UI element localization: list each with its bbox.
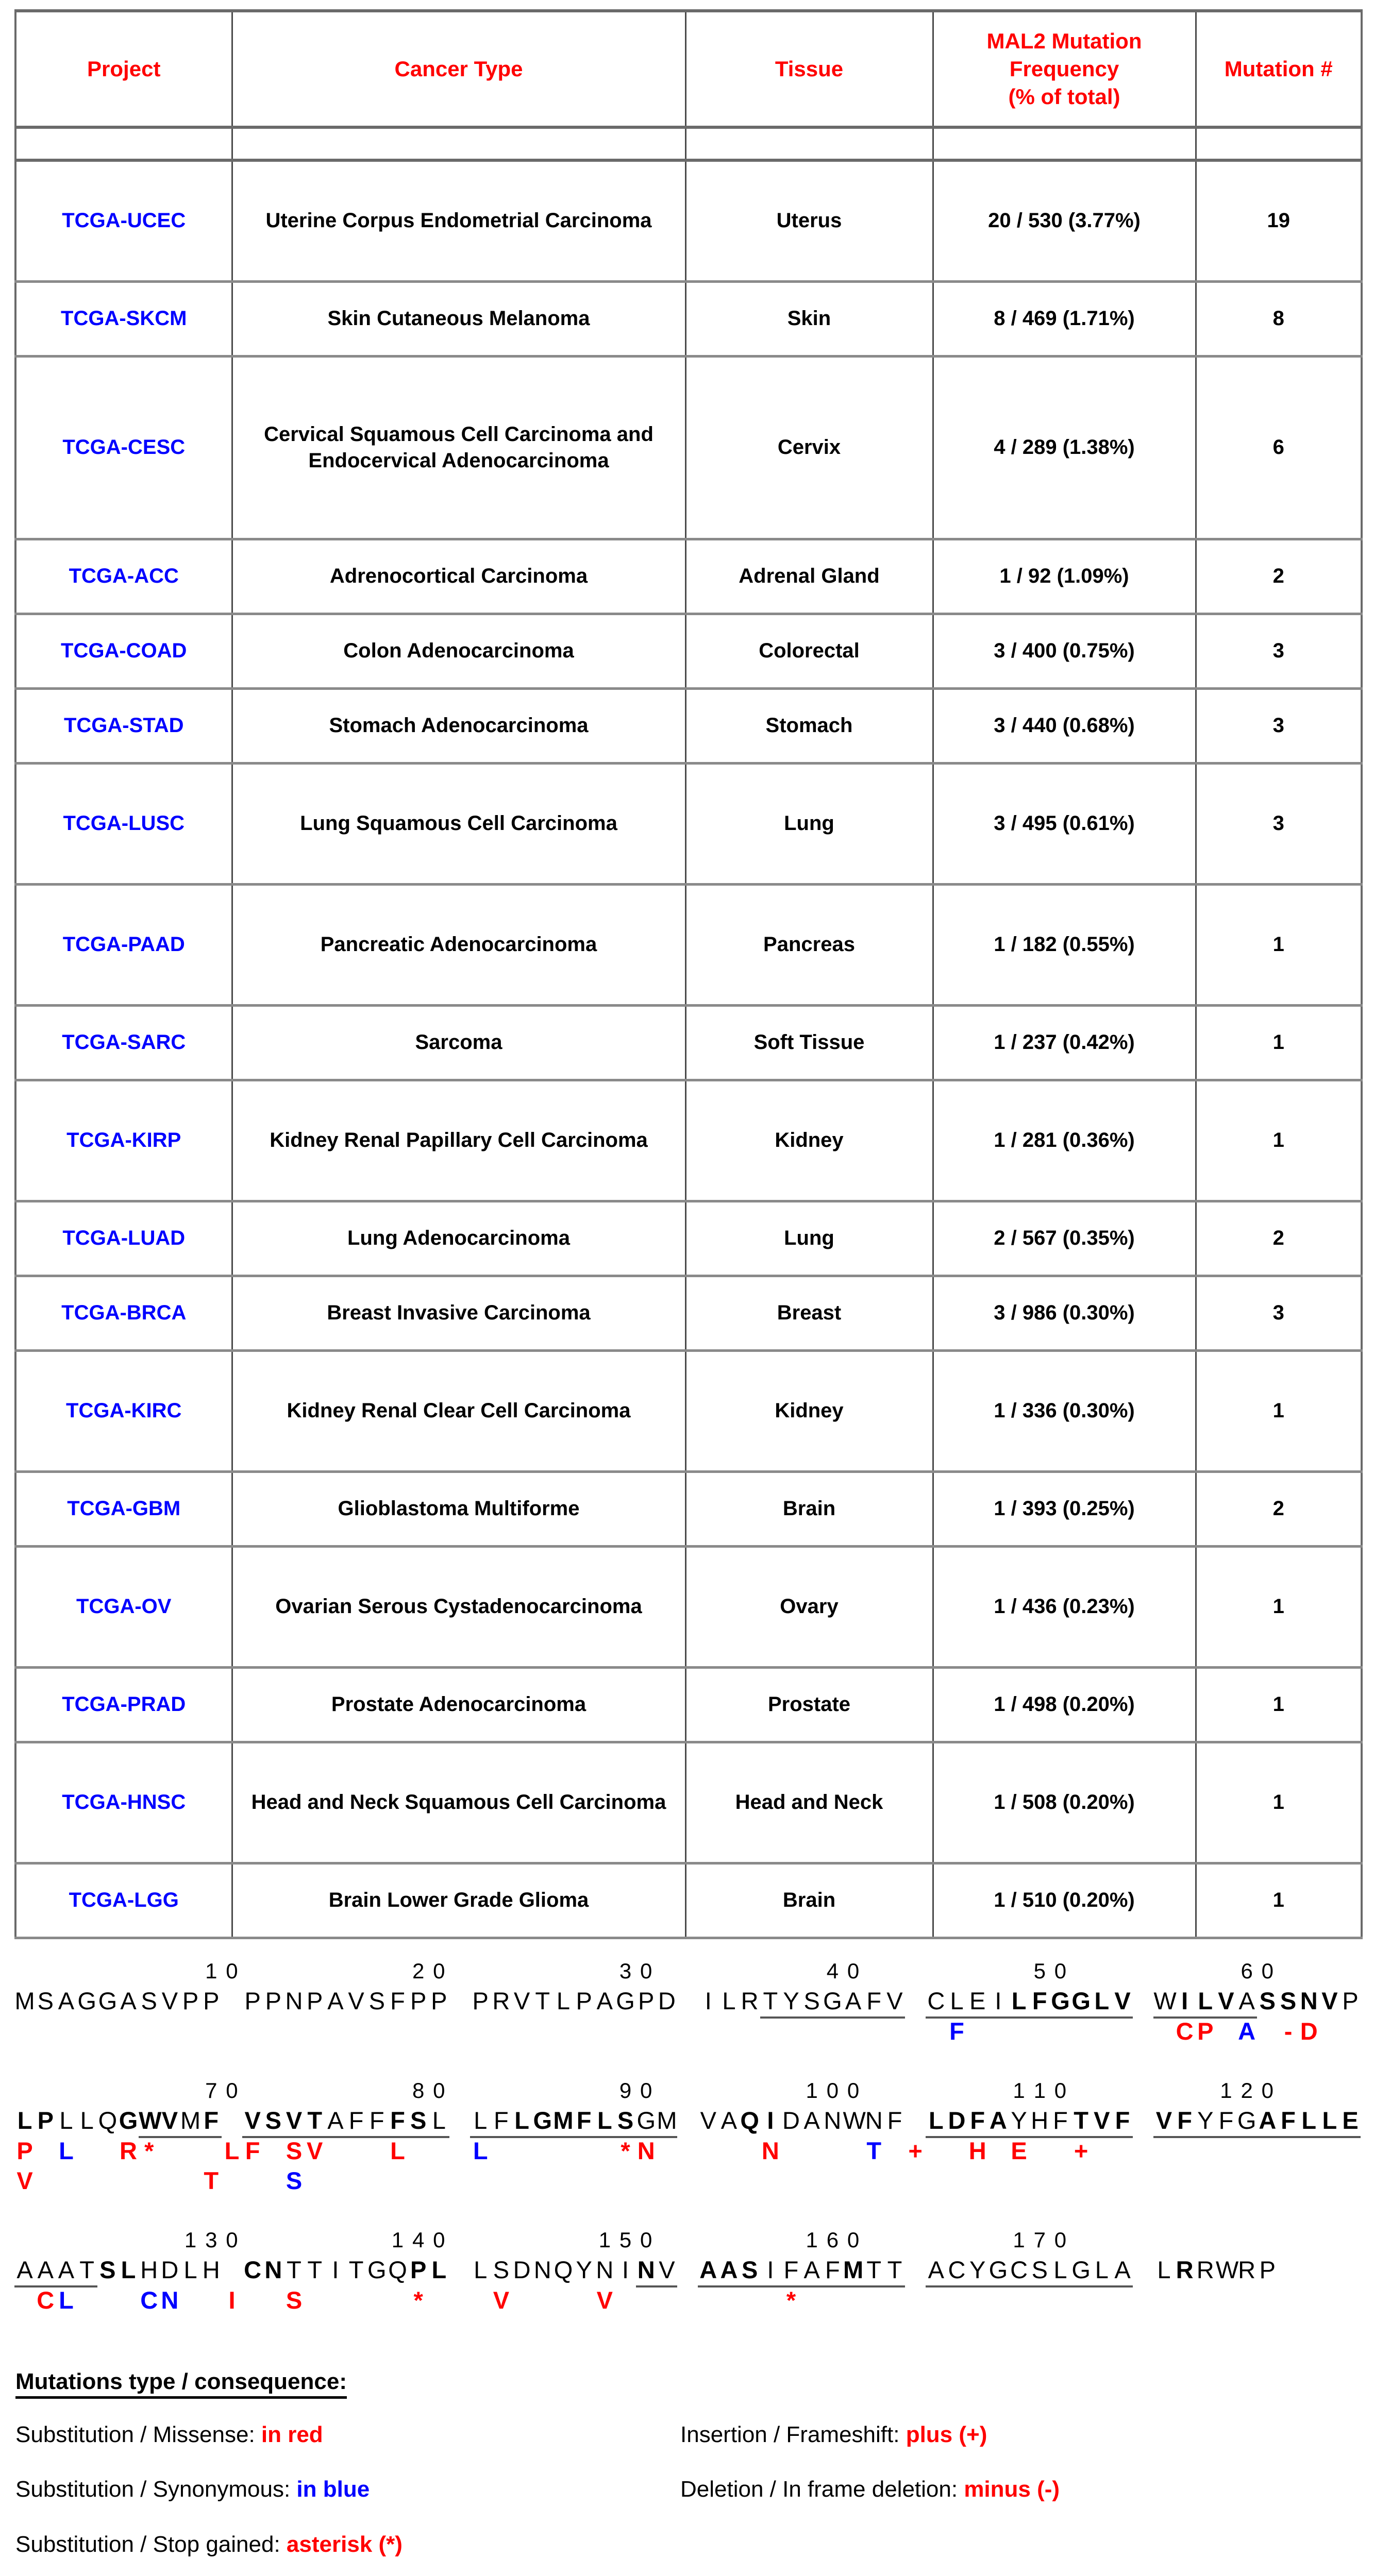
- spacer-cell: [685, 127, 933, 160]
- cell-mutation-count: 1: [1196, 1668, 1362, 1742]
- sequence-ruler: 1 0 2 0 3 0 4 0 5 0 6 0: [205, 1959, 1274, 1983]
- table-row: [15, 1201, 1362, 1276]
- sequence-residues: L P L L QGWV M F V S V T A F F F S L L F L GM F L S GM V A Q I D A NWN F L D F A Y H F T V F V F Y F G A F L L E: [14, 2105, 1374, 2136]
- cell-frequency: 20 / 530 (3.77%): [933, 160, 1196, 282]
- column-header-cancer-type: [232, 11, 685, 127]
- cell-frequency: 3 / 400 (0.75%): [933, 614, 1196, 689]
- cell-mutation-count: 1: [1196, 1863, 1362, 1938]
- cell-frequency: 3 / 440 (0.68%): [933, 689, 1196, 764]
- cell-cancer-type: Kidney Renal Clear Cell Carcinoma: [232, 1351, 685, 1472]
- mutation-annotation-row: V T S: [16, 2167, 303, 2194]
- column-header-tissue-label: Tissue: [775, 57, 844, 81]
- cell-cancer-type: Lung Squamous Cell Carcinoma: [232, 764, 685, 885]
- cell-tissue: Uterus: [685, 160, 933, 282]
- cell-tissue: Lung: [685, 764, 933, 885]
- legend-grid: [15, 2422, 1374, 2576]
- cell-tissue: Brain: [685, 1863, 933, 1938]
- table-row: [15, 1742, 1362, 1863]
- sequence-ruler: 1 3 0 1 4 0 1 5 0 1 6 0 1 7 0: [184, 2228, 1067, 2252]
- cell-frequency: 1 / 92 (1.09%): [933, 539, 1196, 614]
- table-row: [15, 1668, 1362, 1742]
- table-row: [15, 614, 1362, 689]
- cell-cancer-type: Uterine Corpus Endometrial Carcinoma: [232, 160, 685, 282]
- cell-cancer-type: Stomach Adenocarcinoma: [232, 689, 685, 764]
- column-header-project: [15, 11, 232, 127]
- cell-frequency: 3 / 495 (0.61%): [933, 764, 1196, 885]
- cell-frequency: 1 / 393 (0.25%): [933, 1472, 1196, 1547]
- sequence-block-gap: [14, 2202, 1374, 2226]
- cell-frequency: 1 / 508 (0.20%): [933, 1742, 1196, 1863]
- mal2-mutation-table: [14, 9, 1363, 1939]
- cell-frequency: 1 / 237 (0.42%): [933, 1006, 1196, 1080]
- sequence-block: [14, 2226, 1374, 2315]
- cell-project: TCGA-KIRC: [15, 1351, 232, 1472]
- legend-item-label: Substitution / Synonymous:: [15, 2477, 297, 2502]
- cell-frequency: 8 / 469 (1.71%): [933, 282, 1196, 357]
- legend-column-right: [680, 2422, 1060, 2576]
- cell-tissue: Stomach: [685, 689, 933, 764]
- spacer-cell: [15, 127, 232, 160]
- cell-project: TCGA-ACC: [15, 539, 232, 614]
- mutation-annotation-row: F C P A - D: [949, 2018, 1318, 2045]
- spacer-cell: [232, 127, 685, 160]
- column-header-mutation-count: [1196, 11, 1362, 127]
- column-header-cancer-type-label: Cancer Type: [394, 57, 523, 81]
- sequence-block-gap: [14, 2321, 1374, 2345]
- cell-cancer-type: Sarcoma: [232, 1006, 685, 1080]
- cell-mutation-count: 3: [1196, 689, 1362, 764]
- sequence-ruler: 7 0 8 0 9 0 1 0 0 1 1 0 1 2 0: [205, 2078, 1274, 2103]
- legend-title: Mutations type / consequence:: [15, 2369, 347, 2399]
- column-header-mutation-count-label: Mutation #: [1224, 57, 1333, 81]
- legend-item-value: asterisk (*): [286, 2531, 403, 2557]
- table-header: [15, 11, 1362, 127]
- cell-cancer-type: Adrenocortical Carcinoma: [232, 539, 685, 614]
- cell-project: TCGA-HNSC: [15, 1742, 232, 1863]
- table-spacer-row: [15, 127, 1362, 160]
- cell-frequency: 3 / 986 (0.30%): [933, 1276, 1196, 1351]
- table-body: [15, 127, 1362, 1938]
- cell-cancer-type: Kidney Renal Papillary Cell Carcinoma: [232, 1080, 685, 1201]
- cell-project: TCGA-PRAD: [15, 1668, 232, 1742]
- cell-tissue: Skin: [685, 282, 933, 357]
- cell-tissue: Pancreas: [685, 885, 933, 1006]
- cell-mutation-count: 1: [1196, 885, 1362, 1006]
- cell-tissue: Adrenal Gland: [685, 539, 933, 614]
- legend-item-label: Deletion / In frame deletion:: [680, 2477, 964, 2502]
- cell-project: TCGA-SKCM: [15, 282, 232, 357]
- cell-mutation-count: 1: [1196, 1006, 1362, 1080]
- cell-frequency: 2 / 567 (0.35%): [933, 1201, 1196, 1276]
- table-row: [15, 1472, 1362, 1547]
- cell-mutation-count: 2: [1196, 1201, 1362, 1276]
- cell-mutation-count: 3: [1196, 764, 1362, 885]
- column-header-frequency: [933, 11, 1196, 127]
- cell-mutation-count: 1: [1196, 1742, 1362, 1863]
- cell-cancer-type: Prostate Adenocarcinoma: [232, 1668, 685, 1742]
- cell-frequency: 1 / 336 (0.30%): [933, 1351, 1196, 1472]
- cell-tissue: Colorectal: [685, 614, 933, 689]
- cell-mutation-count: 19: [1196, 160, 1362, 282]
- cell-mutation-count: 3: [1196, 614, 1362, 689]
- cell-frequency: 1 / 182 (0.55%): [933, 885, 1196, 1006]
- table-row: [15, 539, 1362, 614]
- cell-cancer-type: Pancreatic Adenocarcinoma: [232, 885, 685, 1006]
- column-header-frequency-label: MAL2 Mutation Frequency (% of total): [986, 29, 1142, 109]
- cell-tissue: Kidney: [685, 1351, 933, 1472]
- legend-item: [15, 2532, 680, 2557]
- cell-project: TCGA-KIRP: [15, 1080, 232, 1201]
- cell-mutation-count: 1: [1196, 1080, 1362, 1201]
- legend-item: [15, 2477, 680, 2502]
- cell-cancer-type: Colon Adenocarcinoma: [232, 614, 685, 689]
- legend-item-value: plus (+): [906, 2422, 987, 2447]
- table-row: [15, 689, 1362, 764]
- cell-cancer-type: Brain Lower Grade Glioma: [232, 1863, 685, 1938]
- cell-project: TCGA-LUSC: [15, 764, 232, 885]
- legend-column-left: [15, 2422, 680, 2576]
- legend-item: [680, 2477, 1060, 2502]
- table-header-row: [15, 11, 1362, 127]
- cell-tissue: Soft Tissue: [685, 1006, 933, 1080]
- protein-sequence-area: [0, 1939, 1374, 2345]
- table-row: [15, 1863, 1362, 1938]
- cell-project: TCGA-BRCA: [15, 1276, 232, 1351]
- legend-item-label: Insertion / Frameshift:: [680, 2422, 906, 2447]
- cell-tissue: Prostate: [685, 1668, 933, 1742]
- cell-tissue: Ovary: [685, 1547, 933, 1668]
- table-row: [15, 1080, 1362, 1201]
- table-row: [15, 1006, 1362, 1080]
- cell-mutation-count: 8: [1196, 282, 1362, 357]
- cell-frequency: 1 / 436 (0.23%): [933, 1547, 1196, 1668]
- legend: [0, 2345, 1374, 2576]
- cell-mutation-count: 1: [1196, 1547, 1362, 1668]
- legend-item-value: in blue: [296, 2477, 370, 2502]
- cell-tissue: Brain: [685, 1472, 933, 1547]
- cell-project: TCGA-OV: [15, 1547, 232, 1668]
- table-row: [15, 885, 1362, 1006]
- cell-cancer-type: Cervical Squamous Cell Carcinoma and Endocervical Adenocarcinoma: [232, 357, 685, 539]
- cell-project: TCGA-SARC: [15, 1006, 232, 1080]
- cell-project: TCGA-LGG: [15, 1863, 232, 1938]
- cell-mutation-count: 2: [1196, 539, 1362, 614]
- sequence-block: [14, 1957, 1374, 2046]
- cell-mutation-count: 6: [1196, 357, 1362, 539]
- sequence-residues: M S A GG A S V P P P P N P A V S F P P P R V T L P A G P D I L R T Y S G A F V C L E I L F GG L V W I L V A S S N V P: [14, 1986, 1374, 2016]
- cell-cancer-type: Head and Neck Squamous Cell Carcinoma: [232, 1742, 685, 1863]
- legend-item-label: Substitution / Missense:: [15, 2422, 261, 2447]
- column-header-project-label: Project: [87, 57, 161, 81]
- cell-mutation-count: 3: [1196, 1276, 1362, 1351]
- legend-item-value: in red: [261, 2422, 323, 2447]
- cell-tissue: Breast: [685, 1276, 933, 1351]
- cell-cancer-type: Ovarian Serous Cystadenocarcinoma: [232, 1547, 685, 1668]
- cell-project: TCGA-LUAD: [15, 1201, 232, 1276]
- column-header-tissue: [685, 11, 933, 127]
- spacer-cell: [933, 127, 1196, 160]
- cell-frequency: 1 / 281 (0.36%): [933, 1080, 1196, 1201]
- table-row: [15, 1351, 1362, 1472]
- cell-project: TCGA-CESC: [15, 357, 232, 539]
- cell-cancer-type: Skin Cutaneous Melanoma: [232, 282, 685, 357]
- legend-item-value: minus (-): [964, 2477, 1060, 2502]
- cell-frequency: 1 / 510 (0.20%): [933, 1863, 1196, 1938]
- table-row: [15, 1547, 1362, 1668]
- table-row: [15, 1276, 1362, 1351]
- spacer-cell: [1196, 127, 1362, 160]
- cell-tissue: Kidney: [685, 1080, 933, 1201]
- cell-project: TCGA-PAAD: [15, 885, 232, 1006]
- table-row: [15, 764, 1362, 885]
- sequence-residues: A A A T S L H D L H C N T T I T GQ P L L S D N Q Y N I N V A A S I F A F M T T A C Y G C S L G L A L R RWR P: [14, 2255, 1374, 2285]
- cell-project: TCGA-UCEC: [15, 160, 232, 282]
- cell-tissue: Head and Neck: [685, 1742, 933, 1863]
- legend-item: [15, 2422, 680, 2447]
- mutation-annotation-row: P L R * L F S V L L * N N T + H E +: [16, 2137, 1088, 2164]
- cell-project: TCGA-STAD: [15, 689, 232, 764]
- table-row: [15, 160, 1362, 282]
- cell-frequency: 4 / 289 (1.38%): [933, 357, 1196, 539]
- cell-cancer-type: Lung Adenocarcinoma: [232, 1201, 685, 1276]
- cell-project: TCGA-GBM: [15, 1472, 232, 1547]
- cell-frequency: 1 / 498 (0.20%): [933, 1668, 1196, 1742]
- cell-cancer-type: Glioblastoma Multiforme: [232, 1472, 685, 1547]
- sequence-block: [14, 2076, 1374, 2196]
- cell-tissue: Cervix: [685, 357, 933, 539]
- mutation-annotation-row: C L C N I S * V V *: [37, 2286, 796, 2314]
- table-row: [15, 357, 1362, 539]
- cell-tissue: Lung: [685, 1201, 933, 1276]
- legend-item-label: Substitution / Stop gained:: [15, 2531, 287, 2557]
- cell-mutation-count: 1: [1196, 1351, 1362, 1472]
- cell-project: TCGA-COAD: [15, 614, 232, 689]
- table-row: [15, 282, 1362, 357]
- cell-cancer-type: Breast Invasive Carcinoma: [232, 1276, 685, 1351]
- legend-item: [680, 2422, 1060, 2447]
- cell-mutation-count: 2: [1196, 1472, 1362, 1547]
